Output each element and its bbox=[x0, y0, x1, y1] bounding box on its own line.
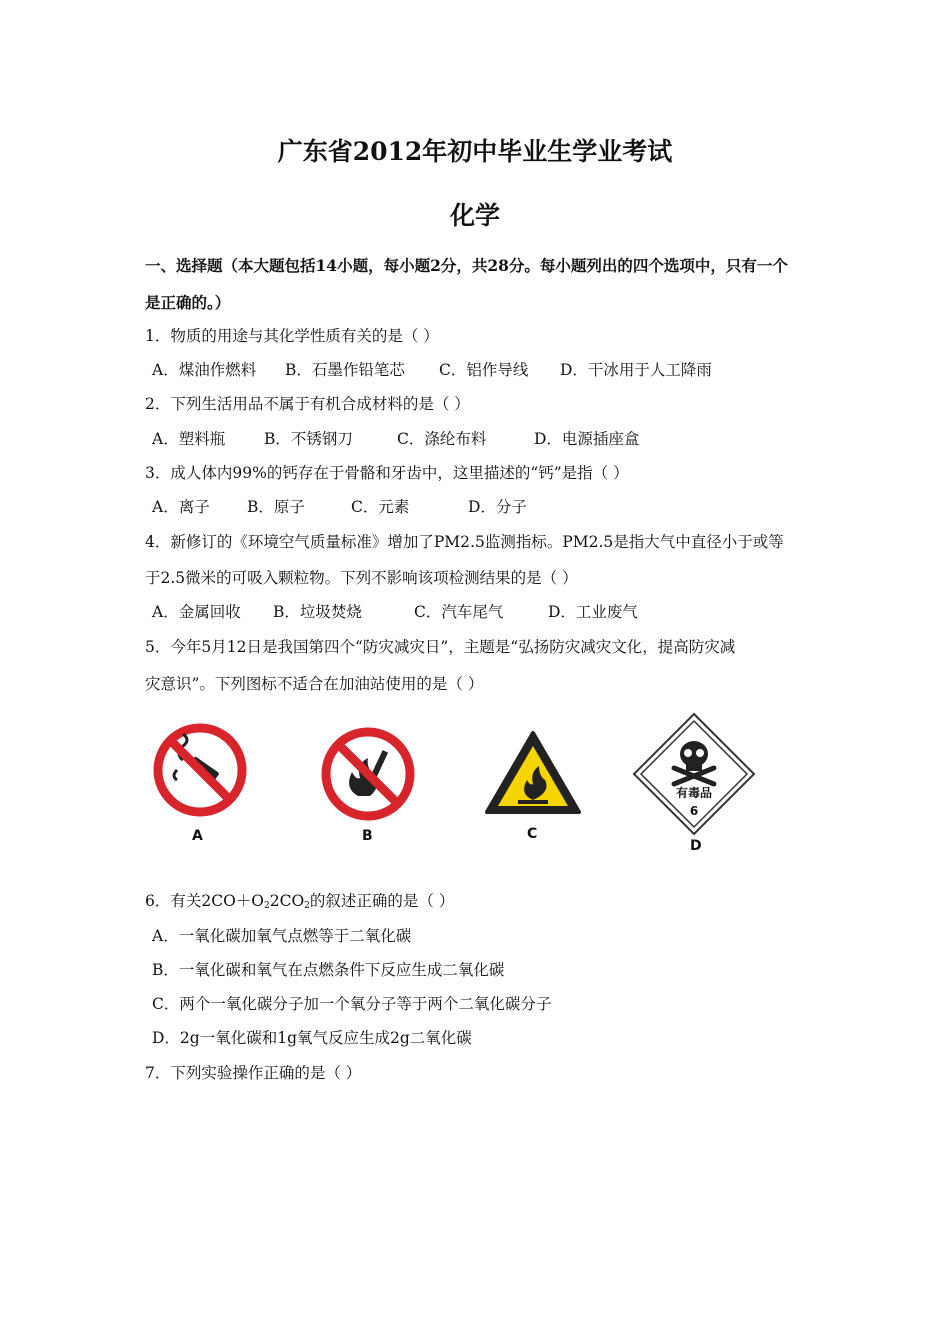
toxic-sign-class: 6 bbox=[689, 804, 699, 818]
q3-option-a: A．离子 bbox=[152, 498, 210, 516]
exam-subject: 化学 bbox=[449, 201, 500, 230]
toxic-sign bbox=[632, 712, 756, 836]
no-smoking-sign bbox=[150, 720, 250, 820]
q6-stem-part1: 6．有关2CO＋O bbox=[145, 892, 264, 910]
q1-option-b: B．石墨作铅笔芯 bbox=[285, 361, 405, 379]
question-5-stem-line1: 5．今年5月12日是我国第四个“防灾减灾日”，主题是“弘扬防灾减灾文化，提高防灾减 bbox=[145, 638, 736, 656]
question-7-stem: 7．下列实验操作正确的是（ ） bbox=[145, 1064, 362, 1082]
q6-stem-sub2: 2 bbox=[304, 901, 310, 911]
no-open-flame-sign bbox=[318, 724, 418, 824]
q6-option-a: A．一氧化碳加氧气点燃等于二氧化碳 bbox=[152, 927, 412, 945]
question-6-stem bbox=[145, 889, 454, 911]
sign-label-c: C bbox=[527, 826, 538, 842]
sign-label-a: A bbox=[192, 828, 203, 844]
toxic-sign-text: 有毒品 bbox=[675, 786, 712, 800]
q1-option-c: C．铝作导线 bbox=[439, 361, 529, 379]
question-4-stem-line2: 于2.5微米的可吸入颗粒物。下列不影响该项检测结果的是（ ） bbox=[145, 569, 578, 587]
q4-option-c: C．汽车尾气 bbox=[414, 603, 504, 621]
sign-label-b: B bbox=[362, 828, 373, 844]
question-2-stem: 2．下列生活用品不属于有机合成材料的是（ ） bbox=[145, 395, 470, 413]
q2-option-c: C．涤纶布料 bbox=[397, 430, 487, 448]
question-4-stem-line1: 4．新修订的《环境空气质量标准》增加了PM2.5监测指标。PM2.5是指大气中直径小于或等 bbox=[145, 533, 784, 551]
exam-title: 广东省2012年初中毕业生学业考试 bbox=[277, 137, 673, 166]
q1-option-d: D．干冰用于人工降雨 bbox=[560, 361, 712, 379]
q6-stem-part2: 2CO bbox=[269, 892, 305, 910]
q2-option-b: B．不锈钢刀 bbox=[264, 430, 353, 448]
question-3-stem: 3．成人体内99%的钙存在于骨骼和牙齿中，这里描述的“钙”是指（ ） bbox=[145, 464, 629, 482]
question-5-stem-line2: 灾意识”。下列图标不适合在加油站使用的是（ ） bbox=[145, 675, 484, 693]
q3-option-c: C．元素 bbox=[351, 498, 410, 516]
q2-option-a: A．塑料瓶 bbox=[152, 430, 226, 448]
q4-option-a: A．金属回收 bbox=[152, 603, 241, 621]
section-heading-line2: 是正确的。） bbox=[145, 293, 231, 312]
section-heading-line1: 一、选择题（本大题包括14小题，每小题2分，共28分。每小题列出的四个选项中，只有一个 bbox=[145, 256, 788, 275]
q3-option-b: B．原子 bbox=[247, 498, 305, 516]
q3-option-d: D．分子 bbox=[468, 498, 527, 516]
q6-option-c: C．两个一氧化碳分子加一个氧分子等于两个二氧化碳分子 bbox=[152, 995, 552, 1013]
q4-option-d: D．工业废气 bbox=[548, 603, 638, 621]
q2-option-d: D．电源插座盒 bbox=[534, 430, 640, 448]
q4-option-b: B．垃圾焚烧 bbox=[273, 603, 362, 621]
flammable-warning-sign bbox=[484, 730, 582, 816]
q6-option-d: D．2g一氧化碳和1g氧气反应生成2g二氧化碳 bbox=[152, 1029, 472, 1047]
q6-option-b: B．一氧化碳和氧气在点燃条件下反应生成二氧化碳 bbox=[152, 961, 505, 979]
q6-stem-sub1: 2 bbox=[264, 901, 270, 911]
question-1-stem: 1．物质的用途与其化学性质有关的是（ ） bbox=[145, 327, 439, 345]
sign-label-d: D bbox=[690, 838, 702, 854]
q1-option-a: A．煤油作燃料 bbox=[152, 361, 257, 379]
q6-stem-part3: 的叙述正确的是（ ） bbox=[309, 892, 455, 910]
